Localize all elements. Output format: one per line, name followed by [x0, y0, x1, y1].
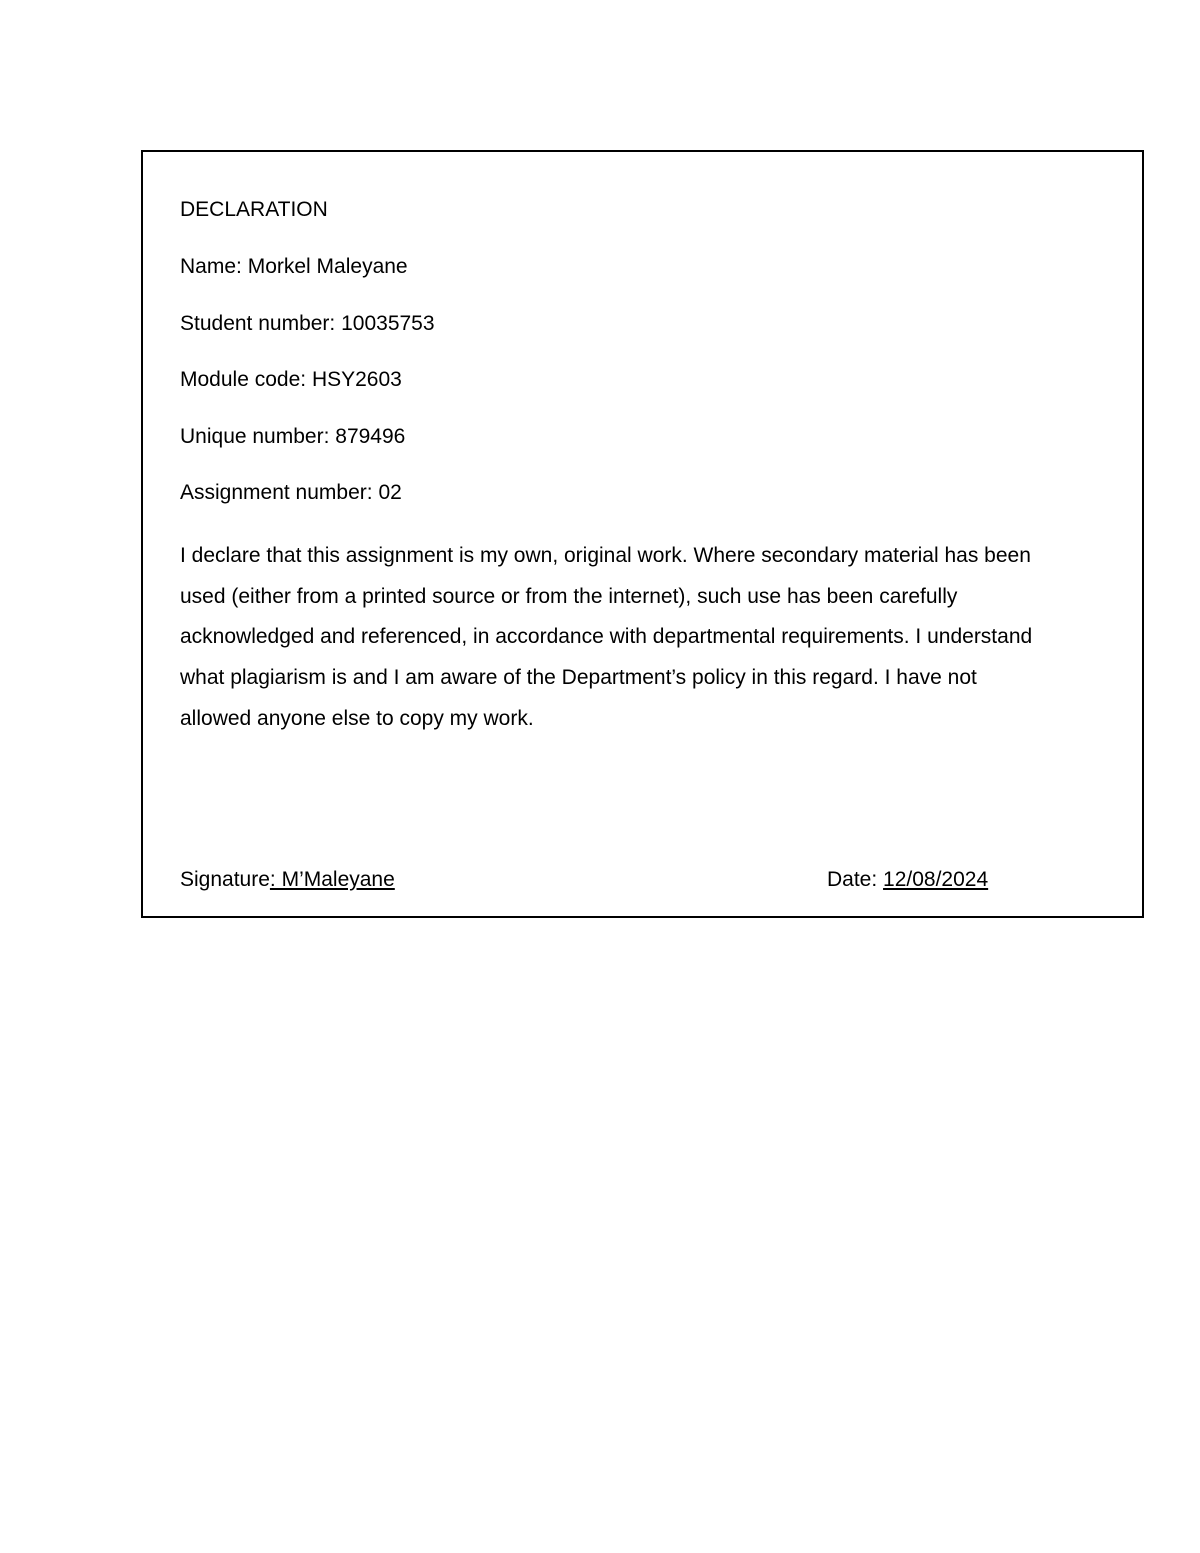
statement-line: acknowledged and referenced, in accordance with departmental requirements. I understand [180, 625, 1033, 649]
signature-label: Signature [180, 868, 270, 891]
statement-line: allowed anyone else to copy my work. [180, 706, 534, 730]
declaration-statement [180, 536, 1142, 740]
statement-line: what plagiarism is and I am aware of the Department’s policy in this regard. I have not [180, 666, 977, 690]
unique-number-label: Unique number: [180, 425, 330, 448]
student-number-value: 10035753 [341, 312, 435, 335]
declaration-box [141, 150, 1144, 918]
unique-number-field [180, 425, 405, 449]
declaration-title: DECLARATION [180, 198, 328, 221]
statement-line: I declare that this assignment is my own, original work. Where secondary material has been [180, 544, 1031, 567]
signature-value: : M’Maleyane [269, 868, 395, 891]
assignment-number-label: Assignment number: [180, 481, 373, 504]
date-value: 12/08/2024 [883, 868, 989, 891]
signature-field [180, 868, 395, 892]
name-value: Morkel Maleyane [247, 255, 408, 278]
name-field [180, 255, 408, 279]
module-code-field [180, 368, 402, 392]
student-number-label: Student number: [180, 312, 336, 335]
date-field [827, 868, 988, 892]
assignment-number-field [180, 481, 402, 505]
unique-number-value: 879496 [335, 425, 406, 448]
statement-line: used (either from a printed source or from the internet), such use has been carefully [180, 584, 958, 608]
module-code-label: Module code: [180, 368, 307, 391]
student-number-field [180, 312, 435, 336]
name-label: Name: [180, 255, 242, 278]
assignment-number-value: 02 [378, 481, 402, 504]
date-label: Date: [827, 868, 878, 891]
module-code-value: HSY2603 [311, 368, 402, 391]
